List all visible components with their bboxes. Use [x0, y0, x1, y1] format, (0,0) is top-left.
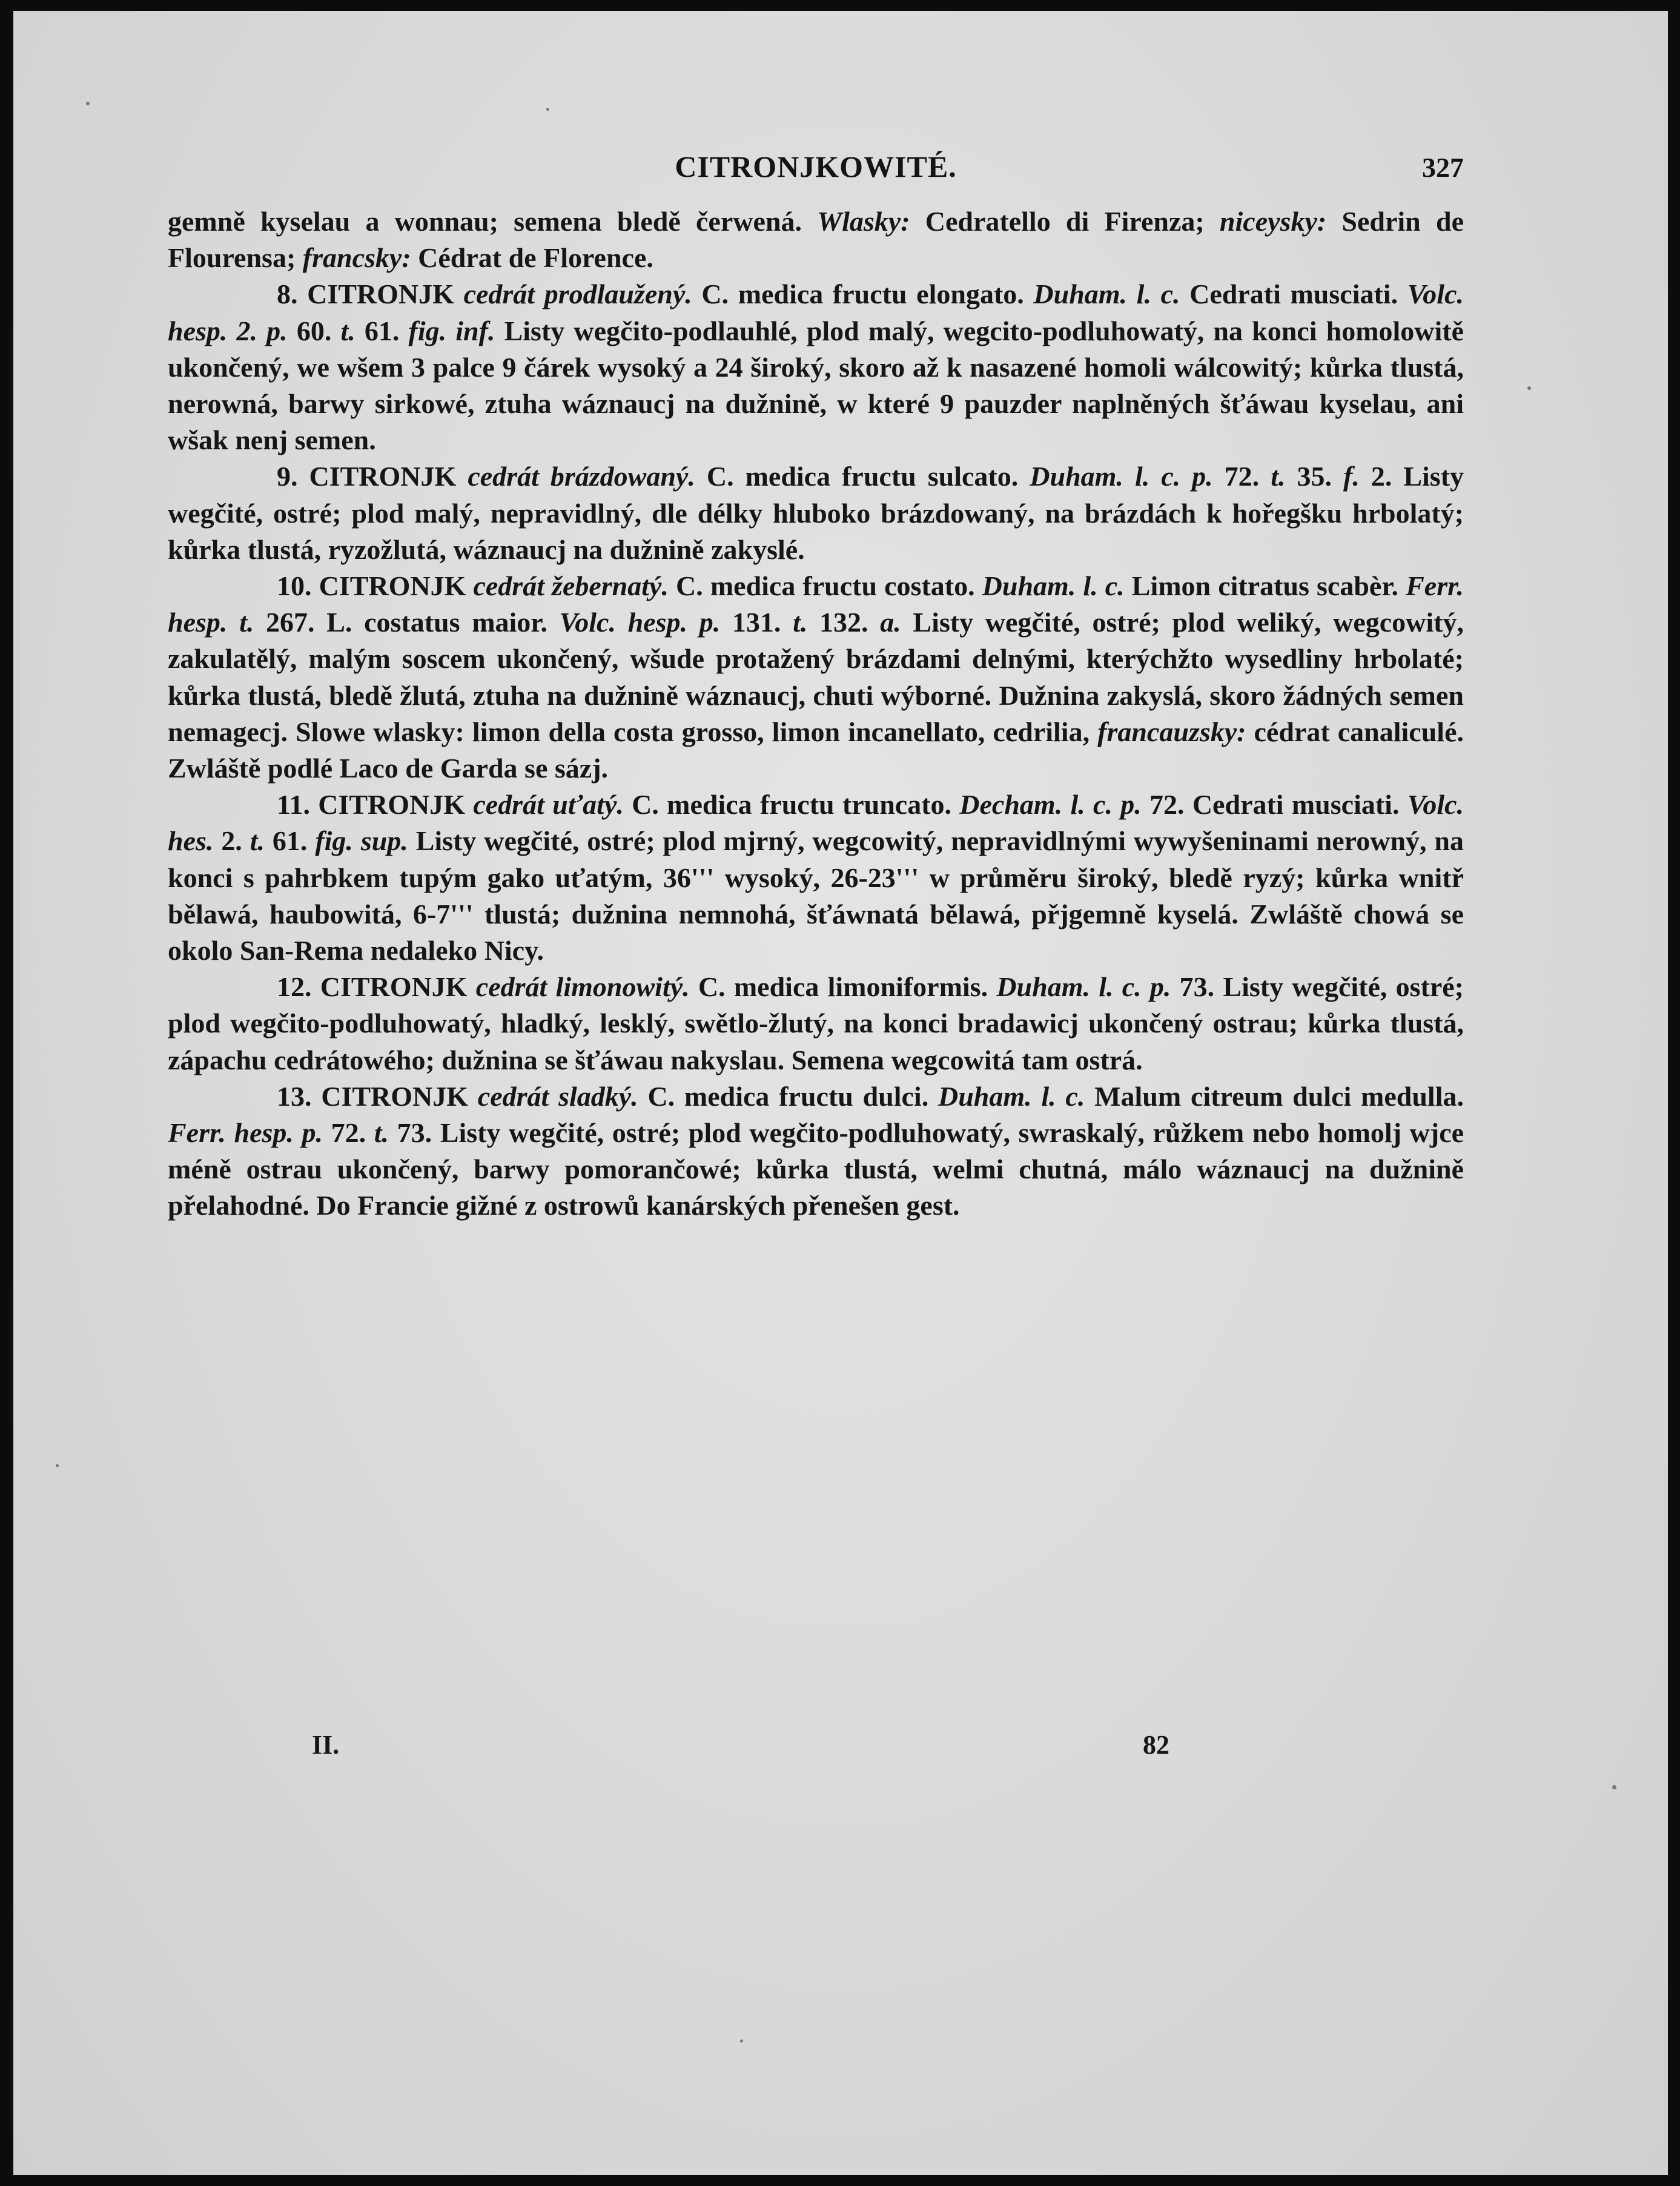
- scan-speck: [86, 102, 90, 105]
- italic-text: francauzsky:: [1097, 716, 1246, 747]
- text-run: C. medica fructu dulci.: [638, 1080, 938, 1112]
- text-run: Limon citratus scabèr.: [1124, 570, 1406, 602]
- text-run: 132.: [807, 607, 881, 638]
- text-run: 11. CITRONJK: [277, 789, 474, 821]
- italic-text: niceysky:: [1219, 206, 1327, 237]
- book-page: [13, 11, 1668, 2175]
- text-run: 267. L. costatus maior.: [254, 607, 560, 638]
- signature-mark: 82: [1143, 1730, 1169, 1760]
- text-run: 9. CITRONJK: [277, 461, 468, 492]
- text-run: C. medica fructu truncato.: [623, 789, 960, 821]
- species-entry: [168, 458, 1464, 568]
- species-entry: [168, 276, 1464, 458]
- body-text: [168, 203, 1464, 1224]
- species-entry: [168, 787, 1464, 969]
- text-run: gemně kyselau a wonnau; semena bledě čerwená.: [168, 206, 818, 237]
- italic-text: Volc. hesp. 2. p.: [168, 279, 1464, 346]
- text-run: Listy wegčité, ostré; plod weliký, wegcowitý, zakulatělý, malým soscem ukončený, wšude protažený brázdami delnými, kterýchžto wysedliny hrbolaté; kůrka tlustá, bledě žlutá, ztuha na dužnině wáznaucj, chuti wýborné. Dužnina zakyslá, skoro žádných semen nemagecj. Slowe wlasky: limon della costa grosso, limon incanellato, cedrilia,: [168, 607, 1464, 747]
- italic-text: Ferr. hesp. p.: [168, 1117, 323, 1149]
- italic-text: Duham. l. c. p.: [1030, 461, 1213, 492]
- italic-text: f.: [1343, 461, 1360, 492]
- italic-text: Duham. l. c.: [982, 570, 1125, 602]
- italic-text: Duham. l. c.: [1033, 279, 1180, 310]
- text-run: 60.: [287, 315, 341, 346]
- text-run: 61.: [355, 315, 409, 346]
- italic-text: cedrát prodlaužený.: [463, 279, 692, 310]
- italic-text: t.: [1271, 461, 1286, 492]
- italic-text: t.: [340, 315, 356, 346]
- page-header: [168, 149, 1464, 191]
- italic-text: fig. inf.: [408, 315, 495, 346]
- text-run: C. medica limoniformis.: [689, 971, 997, 1003]
- text-run: Cédrat de Florence.: [411, 242, 653, 274]
- italic-text: Decham. l. c. p.: [959, 789, 1142, 821]
- text-run: 13. CITRONJK: [277, 1080, 478, 1112]
- text-run: 2. Listy wegčité, ostré; plod malý, nepravidlný, dle délky hluboko brázdowaný, na brázdách k hořegšku hrbolatý; kůrka tlustá, ryzožlutá, wáznaucj na dužnině zakyslé.: [168, 461, 1464, 565]
- text-run: 8. CITRONJK: [277, 279, 464, 310]
- text-run: Malum citreum dulci medulla.: [1085, 1080, 1464, 1112]
- italic-text: t.: [250, 825, 265, 857]
- italic-text: cedrát sladký.: [477, 1080, 638, 1112]
- page-footer: [168, 1729, 1464, 1766]
- text-run: 35.: [1285, 461, 1343, 492]
- scan-speck: [546, 108, 549, 111]
- italic-text: Volc. hesp. p.: [559, 607, 721, 638]
- italic-text: Volc. hes.: [168, 789, 1464, 857]
- text-run: Cedrati musciati.: [1180, 279, 1407, 310]
- species-entry: [168, 568, 1464, 787]
- text-run: Sedrin de Flourensa;: [168, 206, 1464, 274]
- text-run: Listy wegčito-podlauhlé, plod malý, wegcito-podluhowatý, na konci homolowitě ukončený, we wšem 3 palce 9 čárek wysoký a 24 široký, skoro až k nasazené homoli wálcowitý; kůrka tlustá, nerowná, barwy sirkowé, ztuha wáznaucj na dužnině, w které 9 pauzder naplněných šťáwau kyselau, ani wšak nenj semen.: [168, 315, 1464, 456]
- italic-text: t.: [374, 1117, 389, 1149]
- italic-text: cedrát brázdowaný.: [468, 461, 695, 492]
- continued-paragraph: [168, 203, 1464, 276]
- species-entry: [168, 1078, 1464, 1224]
- running-title: CITRONJKOWITÉ.: [675, 150, 957, 183]
- italic-text: cedrát limonowitý.: [475, 971, 690, 1003]
- scan-speck: [56, 1464, 59, 1467]
- text-run: C. medica fructu costato.: [668, 570, 982, 602]
- text-run: 73. Listy wegčité, ostré; plod wegčito-podluhowatý, swraskalý, růžkem nebo homolj wjce méně ostrau ukončený, barwy pomorančowé; kůrka tlustá, welmi chutná, málo wáznaucj na dužnině přelahodné. Do Francie gižné z ostrowů kanárských přenešen gest.: [168, 1117, 1464, 1221]
- italic-text: Ferr. hesp. t.: [168, 570, 1464, 638]
- italic-text: Duham. l. c. p.: [996, 971, 1171, 1003]
- text-run: 2.: [213, 825, 250, 857]
- text-run: 72.: [1212, 461, 1271, 492]
- text-run: Listy wegčité, ostré; plod mjrný, wegcowitý, nepravidlnými wywyšeninami nerowný, na konci s pahrbkem tupým gako uťatým, 36''' wysoký, 26-23''' w průměru široký, bledě ryzý; kůrka wnitř bělawá, haubowitá, 6-7''' tlustá; dužnina nemnohá, šťáwnatá bělawá, přjgemně kyselá. Zwláště chowá se okolo San-Rema nedaleko Nicy.: [168, 825, 1464, 966]
- text-run: Cedratello di Firenza;: [910, 206, 1220, 237]
- text-run: C. medica fructu sulcato.: [695, 461, 1030, 492]
- text-run: cédrat canaliculé. Zwláště podlé Laco de Garda se sázj.: [168, 716, 1464, 784]
- text-run: 73. Listy wegčité, ostré; plod wegčito-podluhowatý, hladký, lesklý, swětlo-žlutý, na konci bradawicj ukončený ostrau; kůrka tlustá, zápachu cedrátowého; dužnina se šťáwau nakyslau. Semena wegcowitá tam ostrá.: [168, 971, 1464, 1075]
- italic-text: cedrát žebernatý.: [473, 570, 669, 602]
- scan-speck: [1527, 386, 1531, 390]
- italic-text: cedrát uťatý.: [473, 789, 624, 821]
- species-entry: [168, 969, 1464, 1078]
- volume-mark: II.: [312, 1730, 340, 1760]
- scan-speck: [740, 2039, 743, 2042]
- italic-text: a.: [880, 607, 901, 638]
- text-run: 10. CITRONJK: [277, 570, 474, 602]
- italic-text: Wlasky:: [817, 206, 910, 237]
- scan-speck: [1612, 1785, 1616, 1789]
- italic-text: fig. sup.: [315, 825, 408, 857]
- text-run: 12. CITRONJK: [277, 971, 476, 1003]
- italic-text: Duham. l. c.: [938, 1080, 1085, 1112]
- text-run: C. medica fructu elongato.: [692, 279, 1034, 310]
- italic-text: francsky:: [302, 242, 411, 274]
- text-run: 72.: [323, 1117, 374, 1149]
- text-run: 131.: [720, 607, 793, 638]
- italic-text: t.: [793, 607, 808, 638]
- text-run: 61.: [265, 825, 316, 857]
- text-run: 72. Cedrati musciati.: [1141, 789, 1407, 821]
- page-number: 327: [1422, 152, 1464, 183]
